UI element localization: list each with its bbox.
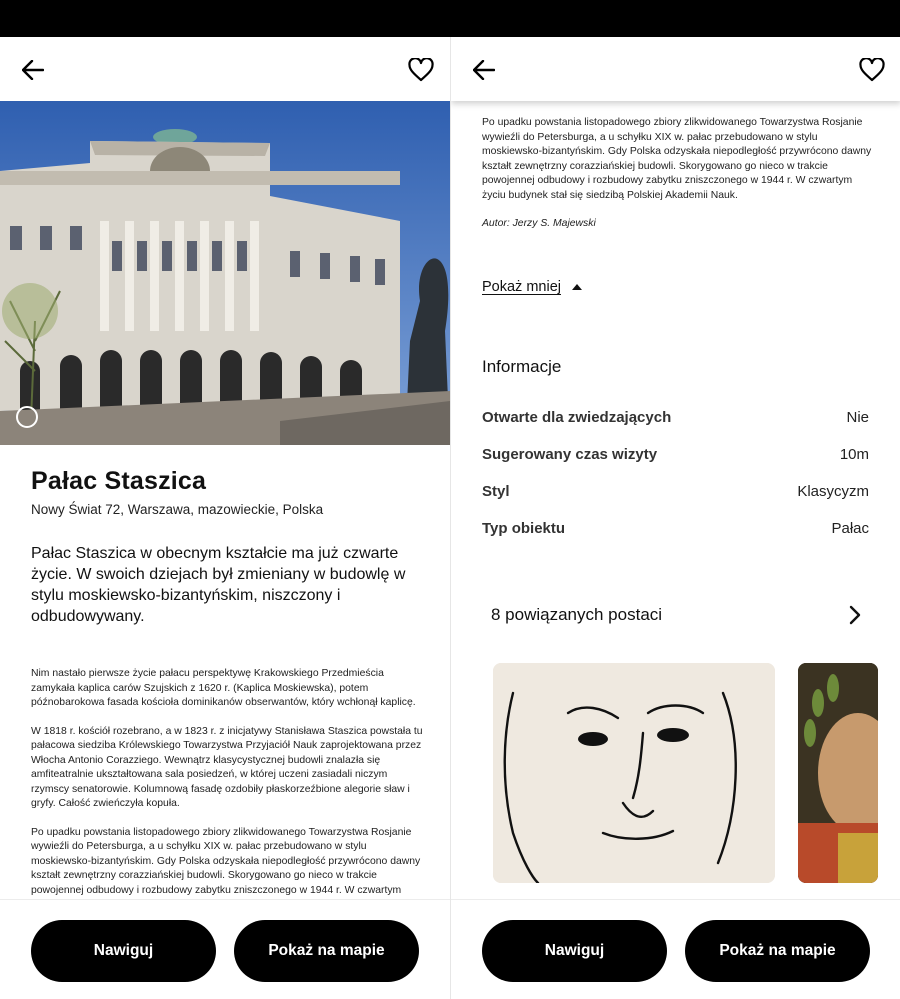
show-on-map-button[interactable]: Pokaż na mapie xyxy=(685,920,870,982)
heart-icon xyxy=(859,58,885,82)
top-app-bar xyxy=(451,37,900,101)
portrait-sketch xyxy=(493,663,775,883)
arrow-left-icon xyxy=(473,60,495,80)
info-value: Klasycyzm xyxy=(797,483,869,500)
description-paragraph: W 1818 r. kościół rozebrano, a w 1823 r. z inicjatywy Stanisława Staszica powstała tu pałacowa siedziba Królewskiego Towarzystwa Przyjaciół Nauk zaprojektowana przez Włocha Antonio Corazziego. Wewnątrz klasycystycznej budowli znalazła się amfiteatralnie ukształtowana sala posiedzeń, w której uczeni zasiadali niczym rzymscy senatorowie. Kolumnową fasadę ozdobiły płaskorzeźbione alegorie sław i gryfy. Całość zwieńczyła kopuła. xyxy=(31,725,423,809)
navigate-button[interactable]: Nawiguj xyxy=(31,920,216,982)
description-author: Autor: Jerzy S. Majewski xyxy=(482,218,596,229)
back-button[interactable] xyxy=(18,55,48,85)
heart-icon xyxy=(408,58,434,82)
place-address: Nowy Świat 72, Warszawa, mazowieckie, Polska xyxy=(31,502,324,517)
show-less-label: Pokaż mniej xyxy=(482,279,561,295)
info-key: Typ obiektu xyxy=(482,520,566,537)
top-app-bar xyxy=(0,37,450,101)
chevron-right-icon xyxy=(849,605,861,625)
info-value: Pałac xyxy=(831,520,869,537)
hero-image xyxy=(0,101,450,445)
detail-screen-top xyxy=(0,37,450,999)
info-key: Styl xyxy=(482,483,510,500)
description-paragraph: Po upadku powstania listopadowego zbiory zlikwidowanego Towarzystwa Rosjanie wywieźli do Petersburga, a u schyłku XIX w. pałac przebudowano w stylu moskiewsko-bizantyńskim. Gdy Polska odzyskała niepodległość przywrócono dawny kształt zewnętrzny corazziańskiej budowli. Skorygowano go nieco w trakcie powojennej odbudowy i rozbudowy zabytku zniszczonego w 1944 r. W czwartym życiu budynek stał się siedzibą Polskiej Akademii Nauk. xyxy=(482,117,872,201)
info-key: Otwarte dla zwiedzających xyxy=(482,409,672,426)
place-details xyxy=(31,467,426,955)
place-title: Pałac Staszica xyxy=(31,467,207,495)
description-paragraph: Nim nastało pierwsze życie pałacu perspektywę Krakowskiego Przedmieścia zamykała kaplica carów Szujskich z 1620 r. (Kaplica Moskiewska), potem późnobarokowa fasada kościoła dominikanów obserwantów, który wchłonął kaplicę. xyxy=(31,668,416,708)
related-people-label: 8 powiązanych postaci xyxy=(491,605,663,624)
bottom-action-bar xyxy=(451,899,900,999)
triangle-up-icon xyxy=(571,283,583,291)
person-card[interactable] xyxy=(493,663,775,883)
status-bar xyxy=(0,0,900,37)
portrait-painting xyxy=(798,663,878,883)
navigate-button[interactable]: Nawiguj xyxy=(482,920,667,982)
info-row-visit-time xyxy=(482,446,869,463)
arrow-left-icon xyxy=(22,60,44,80)
person-card[interactable] xyxy=(798,663,878,883)
show-on-map-button[interactable]: Pokaż na mapie xyxy=(234,920,419,982)
show-less-toggle[interactable] xyxy=(482,279,583,295)
info-section-heading: Informacje xyxy=(482,357,562,376)
info-icon[interactable] xyxy=(16,406,38,428)
info-value: 10m xyxy=(839,446,869,463)
bottom-action-bar xyxy=(0,899,450,999)
favorite-button[interactable] xyxy=(406,55,436,85)
related-people-link[interactable] xyxy=(491,605,861,625)
description-paragraph: Po upadku powstania listopadowego zbiory zlikwidowanego Towarzystwa Rosjanie wywieźli do Petersburga, a u schyłku XIX w. pałac przebudowano w stylu moskiewsko-bizantyńskim. Gdy Polska odzyskała niepodległość przywrócono dawny kształt zewnętrzny corazziańskiej budowli. Skorygowano go nieco w trakcie powojennej odbudowy i rozbudowy zabytku zniszczonego w 1944 r. W czwartym xyxy=(31,826,421,896)
info-row-open xyxy=(482,409,869,426)
info-key: Sugerowany czas wizyty xyxy=(482,446,658,463)
place-lead: Pałac Staszica w obecnym kształcie ma już czwarte życie. W swoich dziejach był zmieniany w budowlę w stylu moskiewsko-bizantyńskim, niszczony i odbudowywany. xyxy=(31,545,406,625)
back-button[interactable] xyxy=(469,55,499,85)
info-value: Nie xyxy=(846,409,869,426)
favorite-button[interactable] xyxy=(857,55,887,85)
info-row-style xyxy=(482,483,869,500)
detail-screen-scrolled xyxy=(450,37,900,999)
info-row-type xyxy=(482,520,869,537)
